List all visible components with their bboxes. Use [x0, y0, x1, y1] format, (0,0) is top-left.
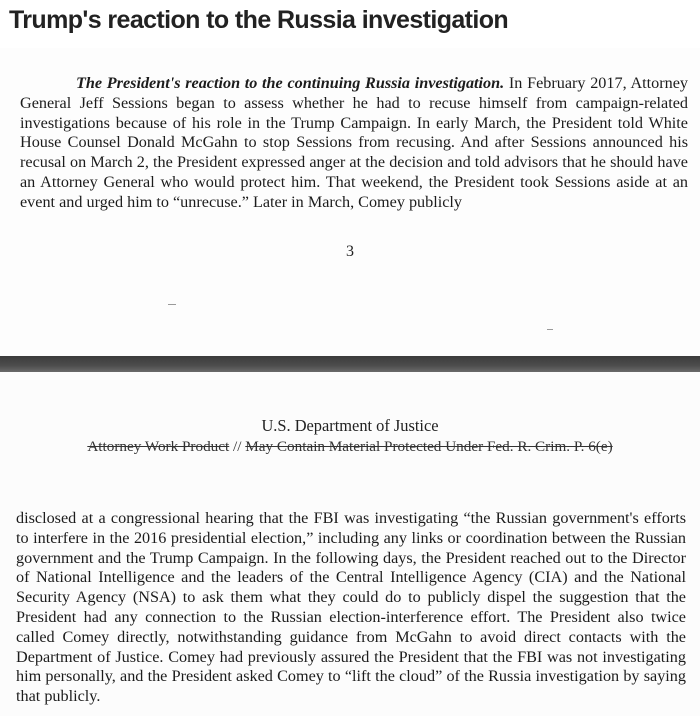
page-divider — [0, 356, 700, 372]
classification-marking — [0, 438, 700, 456]
report-paragraph-page-3 — [20, 74, 688, 213]
scan-speck — [547, 329, 553, 330]
scan-speck — [168, 304, 176, 305]
marking-grand-jury: May Contain Material Protected Under Fed. R. Crim. P. 6(e) — [245, 438, 613, 455]
report-paragraph-page-4: disclosed at a congressional hearing that the FBI was investigating “the Russian government's efforts to interfere in the 2016 presidential election,” including any links or coordination between the Russian government and the Trump Campaign. In the following days, the President reached out to the Director of National Intelligence and the leaders of the Central Intelligence Agency (CIA) and the National Security Agency (NSA) to ask them what they could do to publicly dispel the suggestion that the President had any connection to the Russian election-interference effort. The President also twice called Comey directly, notwithstanding guidance from McGahn to avoid direct contacts with the Department of Justice. Comey had previously assured the President that the FBI was not investigating him personally, and the President asked Comey to “lift the cloud” of the Russia investigation by saying that publicly. — [16, 509, 686, 706]
marking-work-product: Attorney Work Product — [87, 438, 230, 455]
page-number: 3 — [346, 243, 354, 260]
article-headline: Trump's reaction to the Russia investigation — [9, 6, 509, 34]
paragraph-body: In February 2017, Attorney General Jeff Sessions began to assess whether he had to recuse himself from campaign-related investigations because of his role in the Trump Campaign. In early March, the President told White House Counsel Donald McGahn to stop Sessions from recusing. And after Sessions announced his recusal on March 2, the President expressed anger at the decision and told advisors that he should have an Attorney General who would protect him. That weekend, the President took Sessions aside at an event and urged him to “unrecuse.” Later in March, Comey publicly — [20, 74, 688, 211]
doj-header: U.S. Department of Justice — [261, 416, 439, 435]
paragraph-lead-in: The President's reaction to the continuing Russia investigation. — [76, 74, 505, 92]
marking-separator: // — [229, 438, 246, 455]
